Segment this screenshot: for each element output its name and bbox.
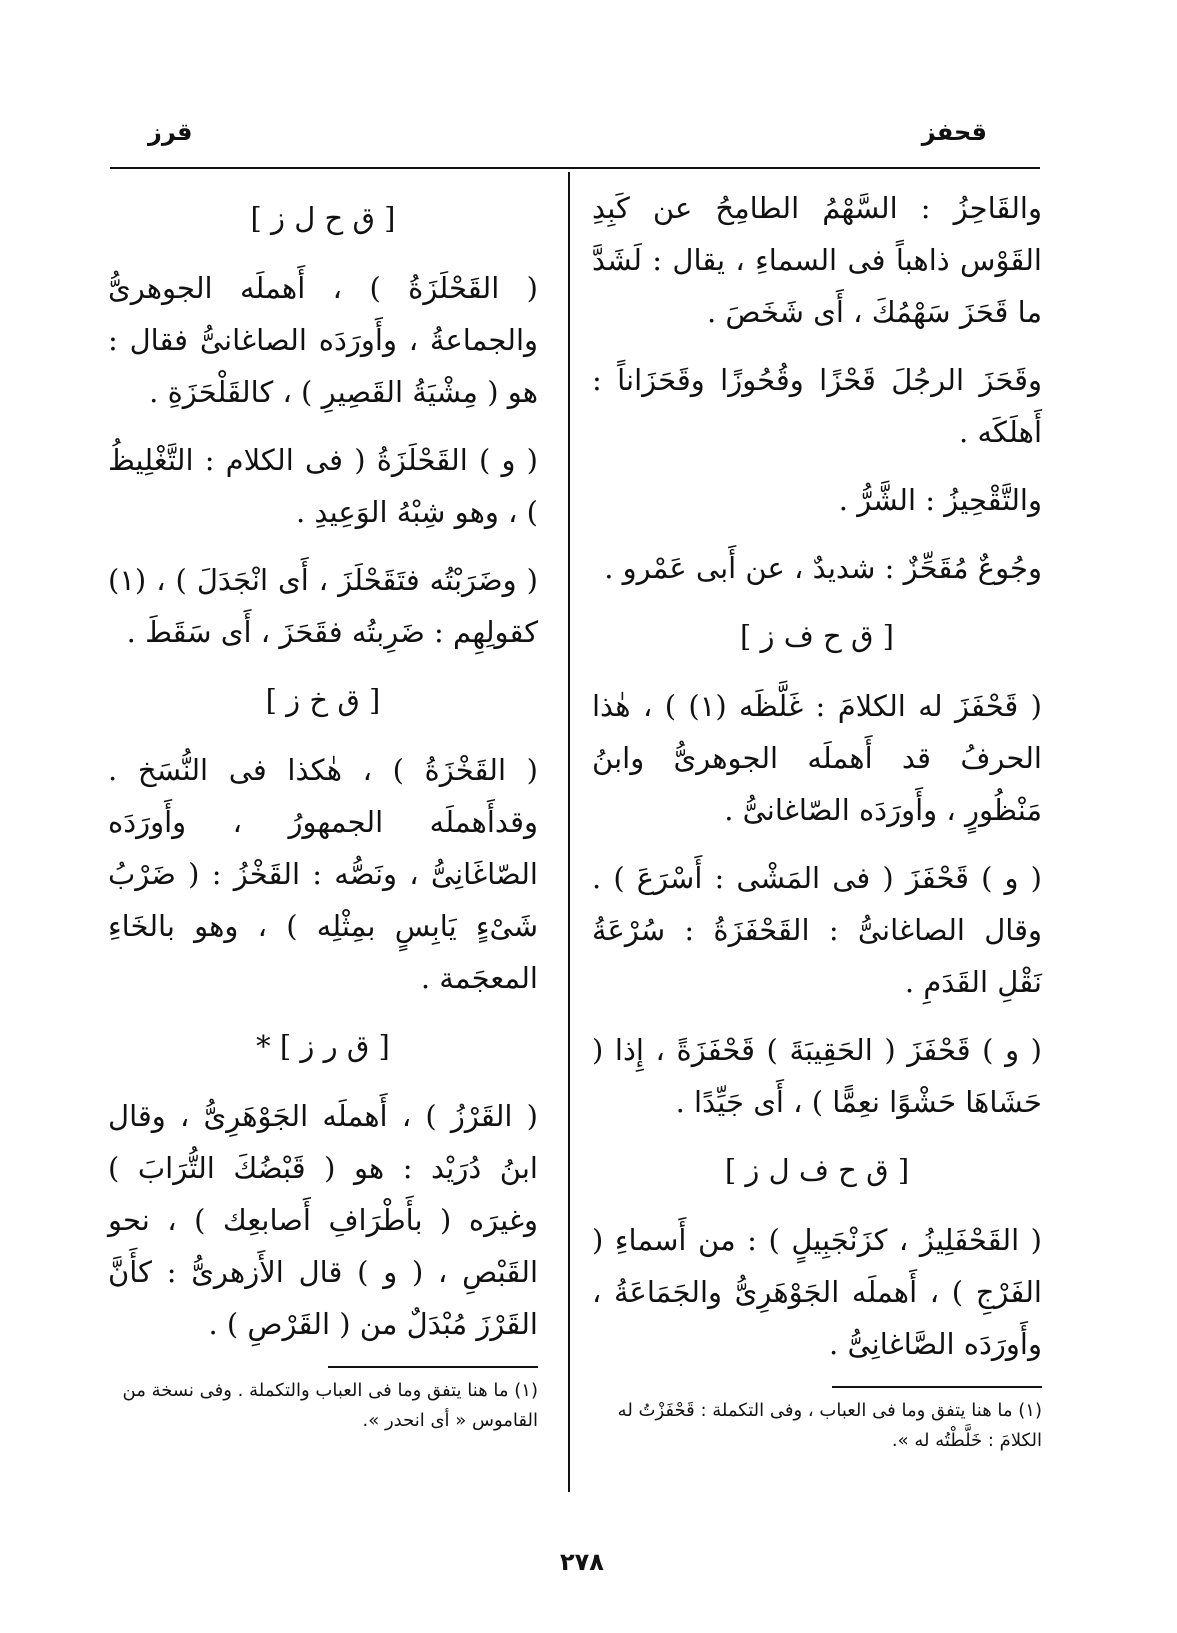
entry-paragraph: ( القَرْزُ ) ، أَهملَه الجَوْهَرِىُّ ، وقال ابنُ دُرَيْد : هو ( قَبْضُكَ التُّرَابَ ) وغيرَه ( بأَطْرَافِ أَصابعِك ) ، نحو القَبْصِ ، ( و ) قال الأَزهرىُّ : كأَنَّ القَرْزَ مُبْدَلٌ من ( القَرْصِ ) . (108, 1099, 538, 1341)
column-divider (568, 172, 570, 1492)
entry-paragraph: والقَاحِزُ : السَّهْمُ الطامِحُ عن كَبِدِ القَوْس ذاهباً فى السماءِ ، يقال : لَشَدَّ ما قَحَزَ سَهْمُكَ ، أَى شَخَصَ . (592, 191, 1042, 329)
left-column (108, 182, 538, 1452)
entry-paragraph: وجُوعٌ مُقَحِّزٌ : شديدٌ ، عن أَبى عَمْرو . (604, 551, 1042, 585)
entry-paragraph: ( القَخْزَةُ ) ، هٰكذا فى النُّسَخ . وقدأَهملَه الجمهورُ ، وأَورَدَه الصّاغَانِىُّ ، ونَصُّه : القَخْزُ : ( ضَرْبُ شَىْءٍ يَابِسٍ بمِثْلِه ) ، وهو بالخَاءِ المعجَمة . (108, 753, 538, 995)
entry-heading: [ ق ر ز ] * (256, 1029, 390, 1063)
entry-heading: [ ق خ ز ] (265, 683, 381, 717)
entry-heading: [ ق ح ف ل ز ] (724, 1153, 910, 1187)
entry-paragraph: وقَحَزَ الرجُلَ قَحْزًا وقُحُوزًا وقَحَزَاناً : أَهلَكَه . (592, 363, 1042, 449)
header-left-keyword: قرز (148, 118, 193, 146)
footnote-rule (832, 1386, 1042, 1388)
entry-paragraph: ( قَحْفَزَ له الكلامَ : غَلَّظَه (١) ) ، هٰذا الحرفُ قد أَهملَه الجوهرىُّ وابنُ مَنْظُورٍ ، وأَورَدَه الصّاغانىُّ . (592, 689, 1042, 827)
entry-heading: [ ق ح ل ز ] (250, 201, 396, 235)
entry-paragraph: ( القَحْفَلِيزُ ، كزَنْجَبِيلٍ ) : من أَسماءِ ( الفَرْجِ ) ، أَهملَه الجَوْهَرِىُّ والجَمَاعَةُ ، وأَورَدَه الصَّاغانِىُّ . (592, 1223, 1042, 1361)
entry-paragraph: ( و ) القَحْلَزَةُ ( فى الكلام : التَّغْلِيظُ ) ، وهو شِبْهُ الوَعِيدِ . (108, 443, 538, 529)
entry-paragraph: ( و ) قَحْفَزَ ( الحَقِيبَةَ ) قَحْفَزَةً ، إِذا ( حَشَاهَا حَشْوًا نعِمًّا ) ، أَى جَيِّدًا . (592, 1033, 1042, 1119)
entry-paragraph: والتَّقْحِيزُ : الشَّرُّ . (838, 483, 1042, 517)
footnote: (١) ما هنا يتفق وما فى العباب والتكملة . وفى نسخة من القاموس « أى انحدر ». (122, 1380, 538, 1431)
footnote: (١) ما هنا يتفق وما فى العباب ، وفى التكملة : قَحْفَزْتُ له الكلامَ : خَلَّطْتُه له ». (617, 1400, 1042, 1451)
entry-paragraph: ( القَحْلَزَةُ ) ، أَهملَه الجوهرىُّ والجماعةُ ، وأَورَدَه الصاغانىُّ فقال : هو ( مِشْيَةُ القَصِيرِ ) ، كالقَلْحَزَةِ . (108, 271, 538, 409)
right-column (592, 182, 1042, 1472)
header-right-keyword: قحفز (921, 118, 987, 146)
footnote-rule (328, 1366, 538, 1368)
entry-paragraph: ( وضَرَبْتُه فتَقَحْلَزَ ، أَى انْجَدَلَ ) ، (١) كقولِهِم : ضَرِبتُه فقَحَزَ ، أَى سَقَطَ . (108, 563, 538, 649)
entry-paragraph: ( و ) قَحْفَزَ ( فى المَشْى : أَسْرَعَ ) . وقال الصاغانىُّ : القَحْفَزَةُ : سُرْعَةُ نَقْلِ القَدَمِ . (592, 861, 1042, 999)
page-number: ٢٧٨ (560, 1548, 604, 1576)
header-rule (110, 167, 1040, 169)
entry-heading: [ ق ح ف ز ] (739, 619, 894, 653)
